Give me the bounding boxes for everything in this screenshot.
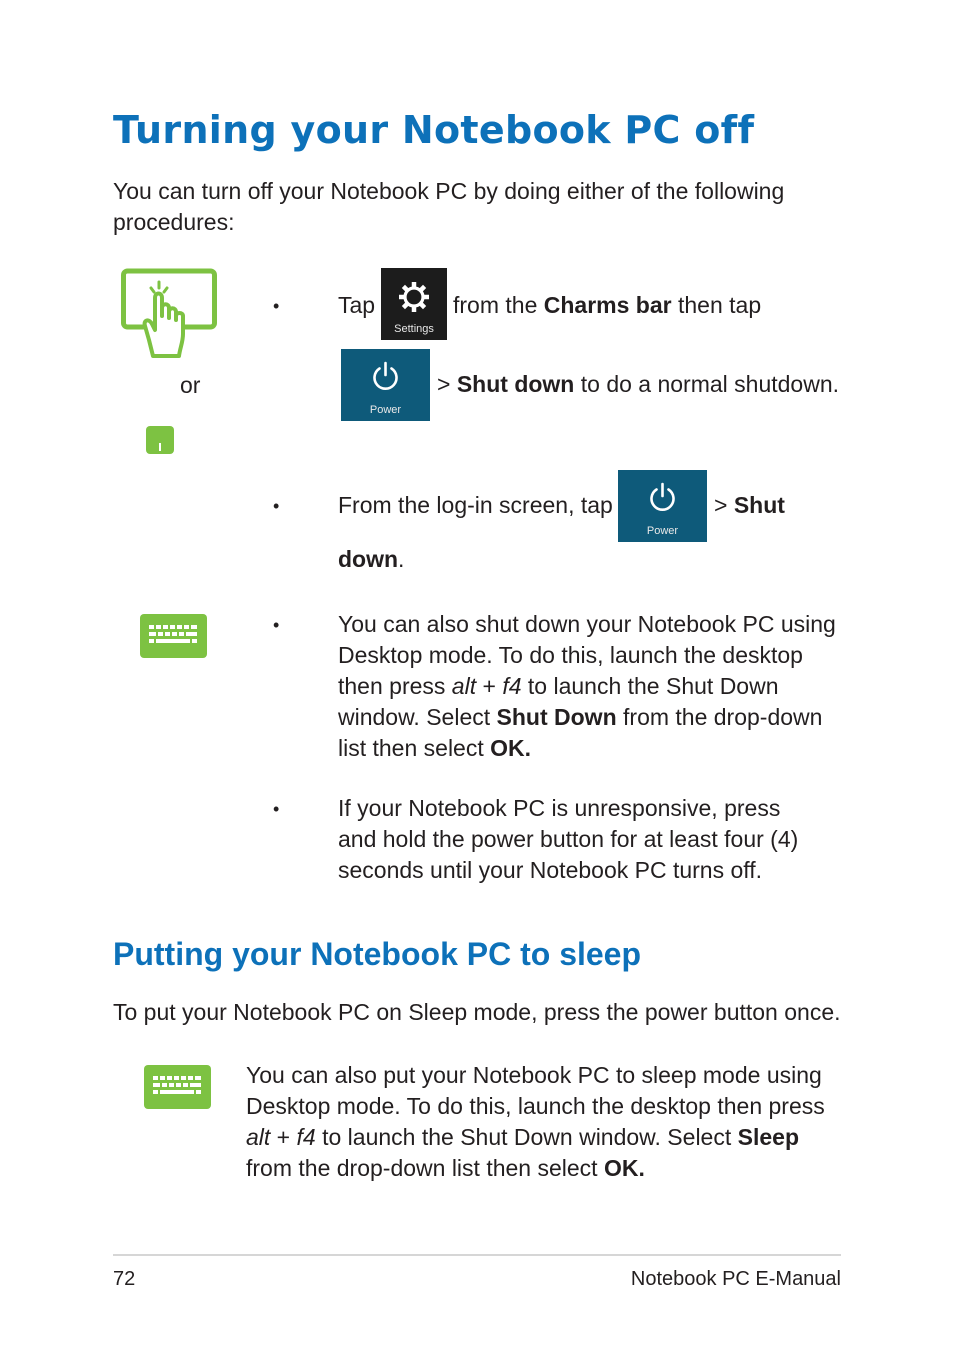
section-heading-sleep: Putting your Notebook PC to sleep [113, 936, 642, 972]
ok-label: OK. [490, 735, 532, 761]
step3-line4-start: window. Select [338, 704, 497, 730]
sleep-note-line4 [246, 1153, 825, 1184]
alt-key: alt [451, 673, 477, 699]
settings-caption: Settings [394, 323, 434, 335]
power-caption: Power [646, 525, 679, 537]
f4-key: f4 [502, 673, 522, 699]
alt-key: alt [246, 1124, 271, 1150]
step1-from-text: from the [453, 292, 544, 318]
step3-line5 [338, 733, 848, 764]
touch-gesture-icon [121, 268, 218, 358]
step3-line4 [338, 702, 848, 733]
plus-sign: + [476, 673, 503, 699]
intro-paragraph: You can turn off your Notebook PC by doing either of the following procedures: [113, 178, 785, 235]
down-label: down [338, 546, 399, 572]
step1-then-tap-text: then tap [671, 292, 762, 318]
step2-text: From the log-in screen, tap [338, 492, 613, 518]
step1-line2 [437, 369, 839, 400]
power-icon [371, 361, 400, 391]
power-tile-step1 [341, 349, 430, 421]
step2-down [338, 544, 404, 575]
step4-paragraph [338, 793, 798, 886]
sleep-note-line2: Desktop mode. To do this, launch the desktop then press [246, 1093, 825, 1119]
gt-sign: > [714, 492, 734, 518]
step1-line1 [453, 290, 761, 321]
step4-line2: and hold the power button for at least four (4) [338, 826, 799, 852]
step3-line3-start: then press [338, 673, 452, 699]
page-number: 72 [113, 1268, 136, 1290]
sleep-note-paragraph [246, 1060, 825, 1184]
or-label: or [180, 372, 201, 398]
shut-down-window-label: Shut Down [496, 704, 617, 730]
gear-icon [397, 280, 431, 314]
bullet-marker: • [273, 799, 280, 819]
step2-shut [714, 490, 785, 521]
page-title: Turning your Notebook PC off [113, 108, 755, 152]
sleep-intro: To put your Notebook PC on Sleep mode, press the power button once. [113, 999, 841, 1025]
step3-line4-end: from the drop-down [616, 704, 823, 730]
period: . [398, 546, 405, 572]
step3-line1: You can also shut down your Notebook PC using [338, 611, 836, 637]
ok-label: OK. [603, 1155, 645, 1181]
touchpad-icon [146, 426, 174, 454]
plus-sign: + [270, 1124, 297, 1150]
bullet-marker: • [273, 496, 280, 516]
sleep-note-line3-end: to launch the Shut Down window. Select [315, 1124, 738, 1150]
power-caption: Power [369, 404, 402, 416]
step3-line2: Desktop mode. To do this, launch the desktop [338, 642, 803, 668]
shut-label: Shut [733, 492, 785, 518]
power-tile-step2 [618, 470, 707, 542]
step4-line1: If your Notebook PC is unresponsive, press [338, 795, 781, 821]
sleep-label: Sleep [737, 1124, 799, 1150]
f4-key: f4 [296, 1124, 316, 1150]
sleep-note-line4-start: from the drop-down list then select [246, 1155, 604, 1181]
sleep-note-line3 [246, 1122, 825, 1153]
keyboard-icon [140, 614, 207, 658]
keyboard-icon [144, 1065, 211, 1109]
step1-tap-text: Tap [338, 292, 376, 318]
footer-divider [113, 1254, 841, 1256]
step3-line3-end: to launch the Shut Down [521, 673, 779, 699]
sleep-note-line1: You can also put your Notebook PC to sleep mode using [246, 1062, 822, 1088]
step1-rest-text: to do a normal shutdown. [574, 371, 840, 397]
step3-paragraph [338, 609, 848, 764]
step3-line5-start: list then select [338, 735, 491, 761]
power-icon [648, 482, 677, 512]
settings-tile [381, 268, 447, 340]
shut-down-label: Shut down [456, 371, 575, 397]
step3-line3 [338, 671, 848, 702]
step4-line3: seconds until your Notebook PC turns off. [338, 857, 763, 883]
charms-bar-label: Charms bar [543, 292, 672, 318]
manual-title: Notebook PC E-Manual [630, 1268, 841, 1290]
gt-sign: > [437, 371, 457, 397]
bullet-marker: • [273, 296, 280, 316]
bullet-marker: • [273, 615, 280, 635]
